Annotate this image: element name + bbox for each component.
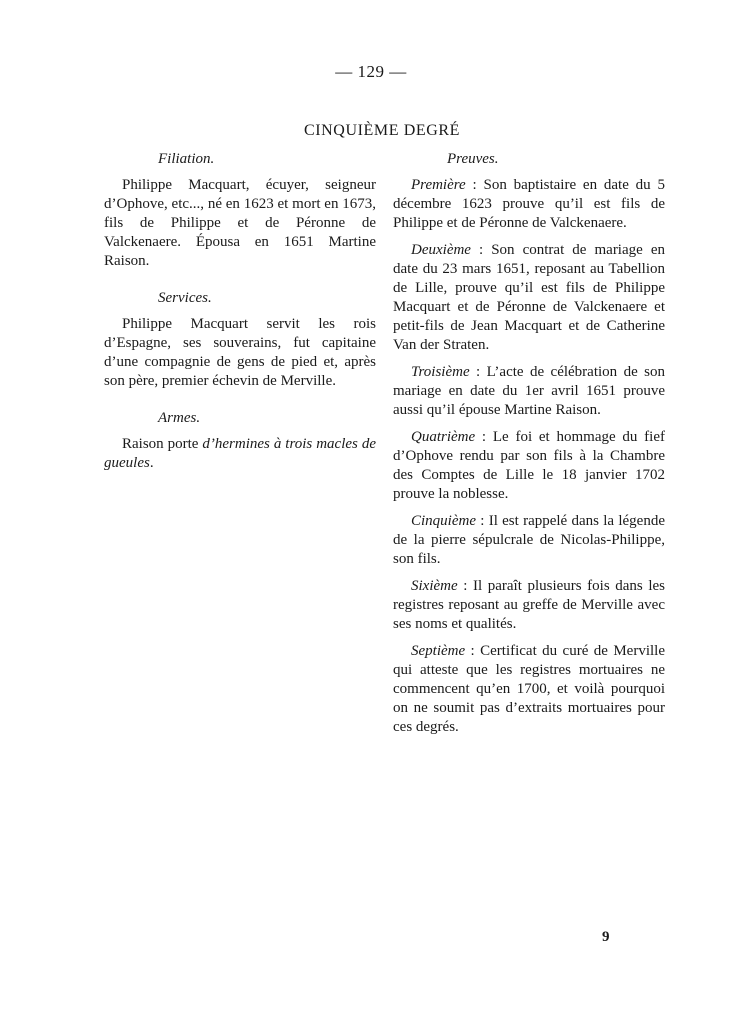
proof-paragraph xyxy=(393,577,665,634)
proof-paragraph xyxy=(393,512,665,569)
proof-paragraph xyxy=(393,642,665,737)
proof-label: Deuxième xyxy=(411,242,471,258)
right-column xyxy=(393,150,665,745)
armes-end: . xyxy=(149,455,154,471)
armes-text: Raison porte xyxy=(122,436,203,452)
proof-paragraph xyxy=(393,176,665,233)
filiation-heading: Filiation. xyxy=(158,151,215,167)
proof-label: Septième xyxy=(411,643,466,659)
proof-paragraph xyxy=(393,241,665,355)
proof-label: Sixième xyxy=(411,578,458,594)
proof-text: : Il est rappelé dans la légende de la pierre sépulcrale de Nicolas-Philippe, son fils. xyxy=(393,513,665,567)
proof-paragraph xyxy=(393,363,665,420)
filiation-paragraph: Philippe Macquart, écuyer, seigneur d’Ophove, etc..., né en 1623 et mort en 1673, fils de Philippe et de Péronne de Valckenaere. Épousa en 1651 Martine Raison. xyxy=(104,177,376,269)
section-title: CINQUIÈME DEGRÉ xyxy=(303,122,461,139)
preuves-heading: Preuves. xyxy=(447,151,499,167)
armes-blazon: d’hermines à trois macles de gueules xyxy=(104,436,376,471)
proof-text: : Son baptistaire en date du 5 décembre 1623 prouve qu’il est fils de Philippe et de Péronne de Valckenaere. xyxy=(393,177,665,231)
left-column xyxy=(104,150,376,482)
proof-label: Troisième xyxy=(411,364,470,380)
services-paragraph: Philippe Macquart servit les rois d’Espagne, ses souverains, fut capitaine d’une compagnie de gens de pied et, après son père, premier échevin de Merville. xyxy=(104,316,376,389)
proof-label: Première xyxy=(411,177,466,193)
proof-text: : Son contrat de mariage en date du 23 mars 1651, reposant au Tabellion de Lille, prouve qu’il est fils de Philippe Macquart et de Péronne de Valckenaere et petit-fils de Jean Macquart et de Catherine Van der Straten. xyxy=(393,242,665,353)
signature-number: 9 xyxy=(602,929,610,945)
armes-heading: Armes. xyxy=(158,410,201,426)
proof-text: : L’acte de célébration de son mariage en date du 1er avril 1651 prouve aussi qu’il épouse Martine Raison. xyxy=(393,364,665,418)
proof-text: : Le foi et hommage du fief d’Ophove rendu par son fils à la Chambre des Comptes de Lille le 18 janvier 1702 prouve la noblesse. xyxy=(393,429,665,502)
armes-paragraph xyxy=(104,435,376,473)
page-number: — 129 — xyxy=(335,62,407,81)
proof-label: Cinquième xyxy=(411,513,476,529)
proof-label: Quatrième xyxy=(411,429,476,445)
proof-text: : Il paraît plusieurs fois dans les registres reposant au greffe de Merville avec ses noms et qualités. xyxy=(393,578,665,632)
proof-text: : Certificat du curé de Merville qui atteste que les registres mortuaires ne commencent qu’en 1700, et voilà pourquoi on ne soumit pas d’extraits mortuaires pour ces degrés. xyxy=(393,643,665,735)
services-heading: Services. xyxy=(158,290,212,306)
proof-paragraph xyxy=(393,428,665,504)
